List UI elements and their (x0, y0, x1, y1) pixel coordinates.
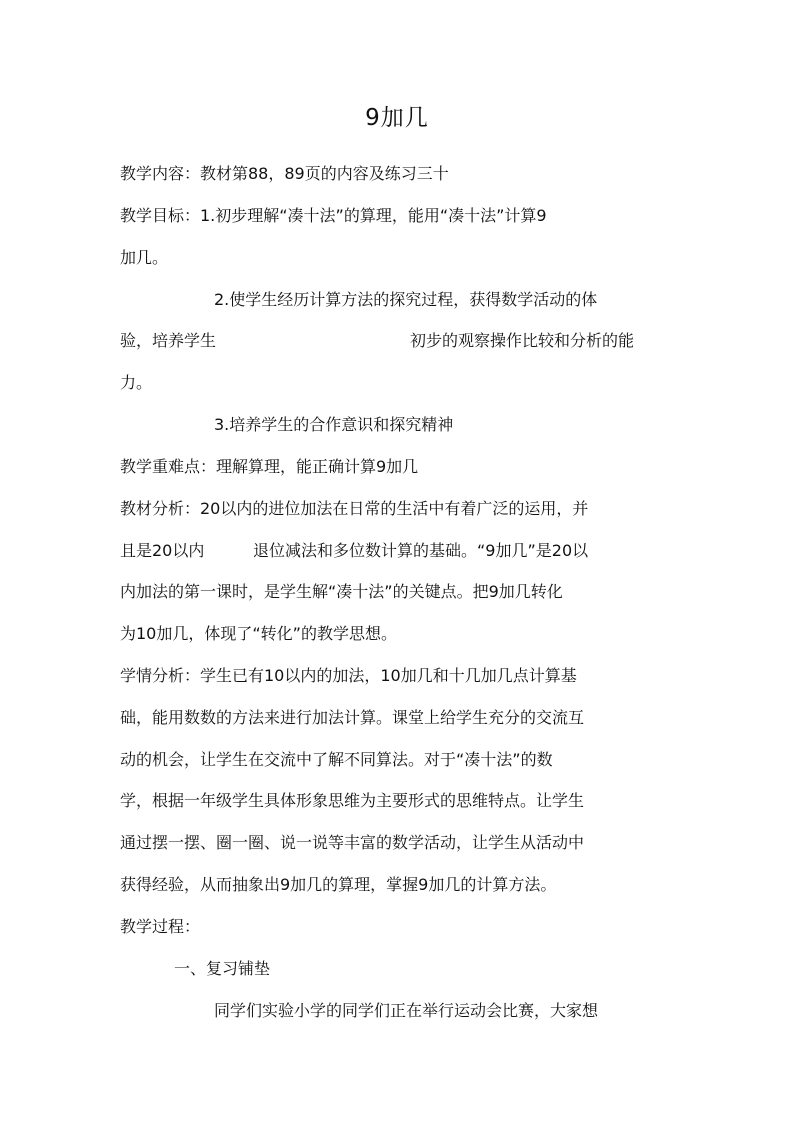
paragraph-line: 通过摆一摆、圈一圈、说一说等丰富的数学活动，让学生从活动中 (120, 833, 585, 852)
paragraph-line: 同学们实验小学的同学们正在举行运动会比赛，大家想 (214, 1001, 599, 1020)
paragraph-line: 2.使学生经历计算方法的探究过程，获得数学活动的体 (214, 290, 598, 309)
paragraph-line: 验，培养学生 (120, 331, 217, 350)
paragraph-line: 退位减法和多位数计算的基础。“9加几”是20以 (253, 541, 589, 560)
document-title: 9加几 (365, 105, 429, 131)
paragraph-line: 学情分析：学生已有10以内的加法，10加几和十几加几点计算基 (120, 666, 577, 685)
paragraph-line: 学，根据一年级学生具体形象思维为主要形式的思维特点。让学生 (120, 791, 585, 810)
paragraph-line: 教学目标：1.初步理解“凑十法”的算理，能用“凑十法”计算9 (120, 206, 547, 225)
paragraph-line: 3.培养学生的合作意识和探究精神 (214, 415, 454, 434)
paragraph-line: 教学过程： (120, 917, 201, 936)
paragraph-line: 础，能用数数的方法来进行加法计算。课堂上给学生充分的交流互 (120, 708, 585, 727)
paragraph-line: 教学内容：教材第88，89页的内容及练习三十 (120, 164, 449, 183)
paragraph-line: 力。 (120, 373, 153, 392)
section-heading: 一、复习铺垫 (174, 959, 271, 978)
paragraph-line: 且是20以内 (120, 541, 205, 560)
paragraph-line: 获得经验，从而抽象出9加几的算理，掌握9加几的计算方法。 (120, 875, 557, 894)
paragraph-line: 动的机会，让学生在交流中了解不同算法。对于“凑十法”的数 (120, 750, 553, 769)
paragraph-line: 教学重难点：理解算理，能正确计算9加几 (120, 457, 419, 476)
paragraph-line: 初步的观察操作比较和分析的能 (410, 331, 635, 350)
paragraph-line: 为10加几，体现了“转化”的教学思想。 (120, 624, 397, 643)
paragraph-line: 内加法的第一课时，是学生解“凑十法”的关键点。把9加几转化 (120, 582, 563, 601)
paragraph-line: 加几。 (120, 248, 169, 267)
paragraph-line: 教材分析：20以内的进位加法在日常的生活中有着广泛的运用，并 (120, 499, 589, 518)
